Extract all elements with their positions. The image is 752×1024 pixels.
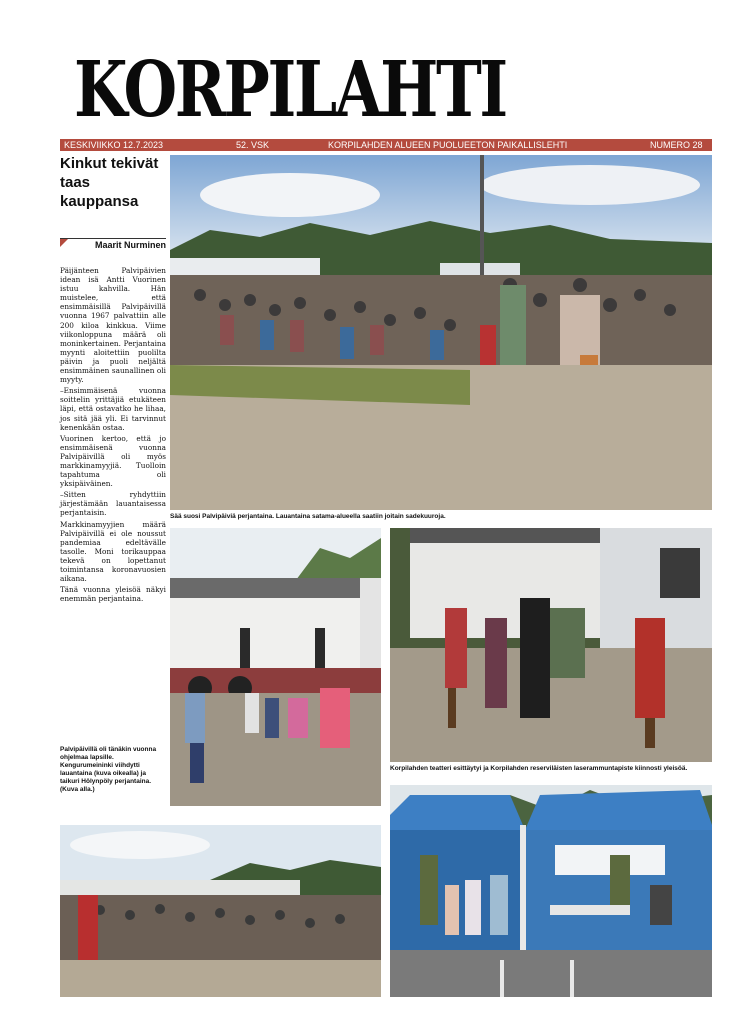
theater-illustration <box>390 528 712 762</box>
issue-number: NUMERO 28 <box>650 140 703 150</box>
paper-tagline: KORPILAHDEN ALUEEN PUOLUEETON PAIKALLISLEHTI <box>328 140 568 150</box>
article-paragraph: Vuorinen kertoo, että jo ensimmäisenä vuonna Palvipäivillä oli myös markkinamyyjiä. Tuolloin tapahtuma oli yksipäiväinen. <box>60 433 166 489</box>
tents-illustration <box>390 785 712 997</box>
article-paragraph: –Ensimmäisenä vuonna soittelin yrittäjiä etukäteen läpi, että ostavatko he lihaa, jos sitä jää yli. Ei tarvinnut kenenkään ostaa. <box>60 386 166 432</box>
magician-crowd-illustration <box>60 825 381 997</box>
kids-program-caption: Palvipäivillä oli tänäkin vuonna ohjelmaa lapsille. Kengurumeininki viihdytti lauantaina (kuva oikealla) ja taikuri Hölynpöly perjantaina. (Kuva alla.) <box>60 746 157 793</box>
article-body <box>60 266 166 605</box>
market-crowd-illustration <box>170 155 712 510</box>
volume-number: 52. VSK <box>236 140 270 150</box>
main-photo-caption: Sää suosi Palvipäiviä perjantaina. Lauantaina satama-alueella saatiin joitain sadekuuroja. <box>170 513 446 520</box>
article-paragraph: Päijänteen Palvipäivien idean isä Antti Vuorinen istuu kahvilla. Hän muistelee, että ensimmäisillä Palvipäivillä vuonna 1967 palvattiin alle 200 kiloa kinkkua. Viime viikonloppuna määrä oli moninkertainen. Perjantaina myynti aloitettiin puolilta päivin ja puoli neljältä ensimmäinen saunallinen oli myyty. <box>60 266 166 385</box>
issue-date: KESKIVIIKKO 12.7.2023 <box>64 140 164 150</box>
article-paragraph: Tänä vuonna yleisöä näkyi enemmän perjantaina. <box>60 585 166 604</box>
theater-caption: Korpilahden teatteri esittäytyi ja Korpilahden reserviläisten laserammuntapiste kiinnosti yleisöä. <box>390 765 688 772</box>
crowd-at-market-photo <box>170 155 712 510</box>
article-paragraph: –Sitten ryhdyttiin järjestämään lauantaisessa perjantaisin. <box>60 490 166 518</box>
theater-performance-photo <box>390 528 712 762</box>
article-paragraph: Markkinamyyjien määrä Palvipäivillä ei ole noussut pandemiaa edeltävälle tasolle. Moni torikauppaa tekevä on lopettanut toimintansa koronavuosien aikana. <box>60 519 166 584</box>
reservists-tent-photo <box>390 785 712 997</box>
stage-illustration <box>170 528 381 806</box>
author-name: Maarit Nurminen <box>94 240 166 250</box>
magician-crowd-photo <box>60 825 381 997</box>
kids-dancing-stage-photo <box>170 528 381 806</box>
article-headline: Kinkut tekivät taas kauppansa <box>60 155 159 210</box>
byline-marker-icon <box>60 239 68 247</box>
newspaper-masthead: KORPILAHTI <box>74 45 506 135</box>
masthead-info-strip <box>60 139 712 151</box>
article-byline <box>60 238 166 252</box>
